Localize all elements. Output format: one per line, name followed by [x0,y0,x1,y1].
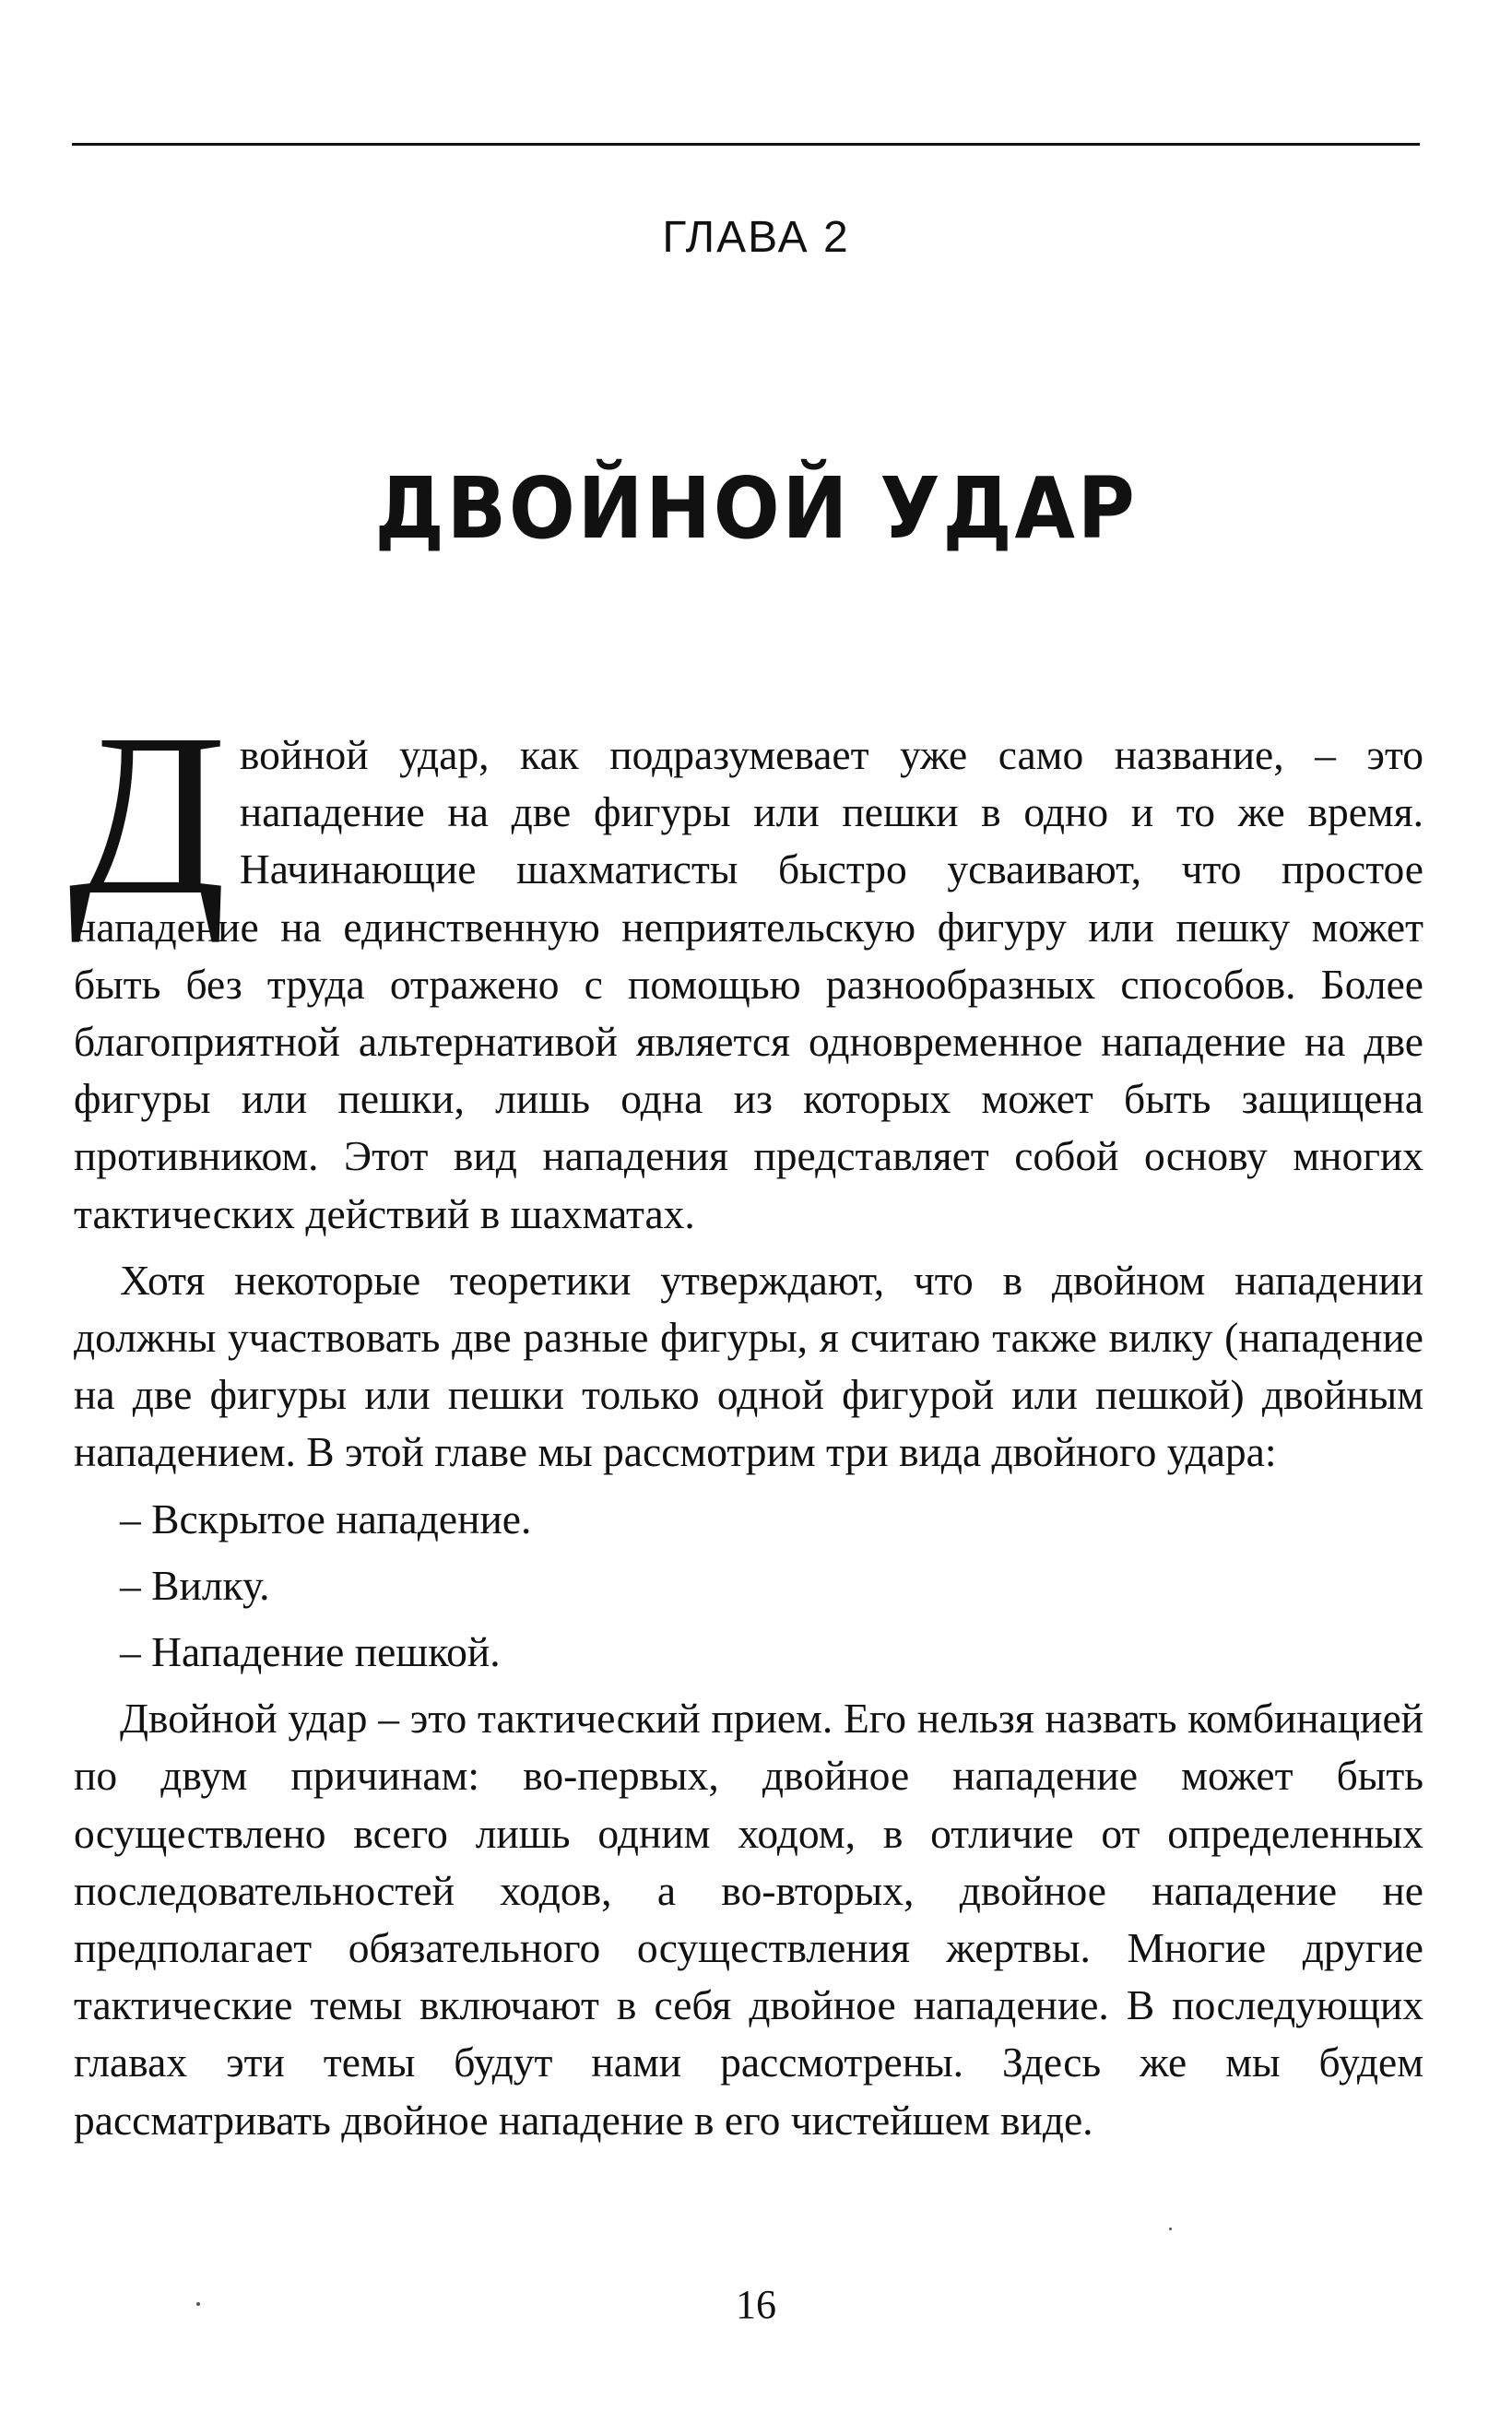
paragraph-1 [68,685,1423,1243]
list-item-pawn-attack: – Нападение пешкой. [120,1628,501,1676]
scan-speck [196,2302,200,2306]
paragraph-2: Хотя некоторые теоретики утверждают, что в двойном нападении должны участвовать две разные фигуры, я считаю также вилку (нападение на две фигуры или пешки только одной фигурой или пешкой) двойным нападением. В этой главе мы рассмотрим три вида двойного удара: [74,1256,1423,1476]
top-rule [72,143,1420,146]
scan-speck [1169,2228,1172,2230]
drop-cap: Д [68,685,227,943]
paragraph-1-text: войной удар, как подразумевает уже само название, – это нападение на две фигуры или пешки в одно и то же время. Начинающие шахматисты быстро усваивают, что простое нападение на единственную неприятельскую фигуру или пешку может быть без труда отражено с помощью разнообразных способов. Более благоприятной альтернативой является одновременное нападение на две фигуры или пешки, лишь одна из которых может быть защищена противником. Этот вид нападения представляет собой основу многих тактических действий в шахматах. [74,731,1423,1237]
paragraph-3: Двойной удар – это тактический прием. Его нельзя назвать комбинацией по двум причинам: во-первых, двойное нападение может быть осуществлено всего лишь одним ходом, в отличие от определенных последовательностей ходов, а во-вторых, двойное нападение не предполагает обязательного осуществления жертвы. Многие другие тактические темы включают в себя двойное нападение. В последующих главах эти темы будут нами рассмотрены. Здесь же мы будем рассматривать двойное нападение в его чистейшем виде. [74,1695,1423,2144]
list-item-fork: – Вилку. [120,1561,270,1609]
list-item-discovered-attack: – Вскрытое нападение. [120,1495,532,1542]
page-number: 16 [736,2282,776,2327]
chapter-label: ГЛАВА 2 [662,213,850,262]
chapter-title: ДВОЙНОЙ УДАР [374,459,1138,558]
body-text [68,685,1423,2158]
